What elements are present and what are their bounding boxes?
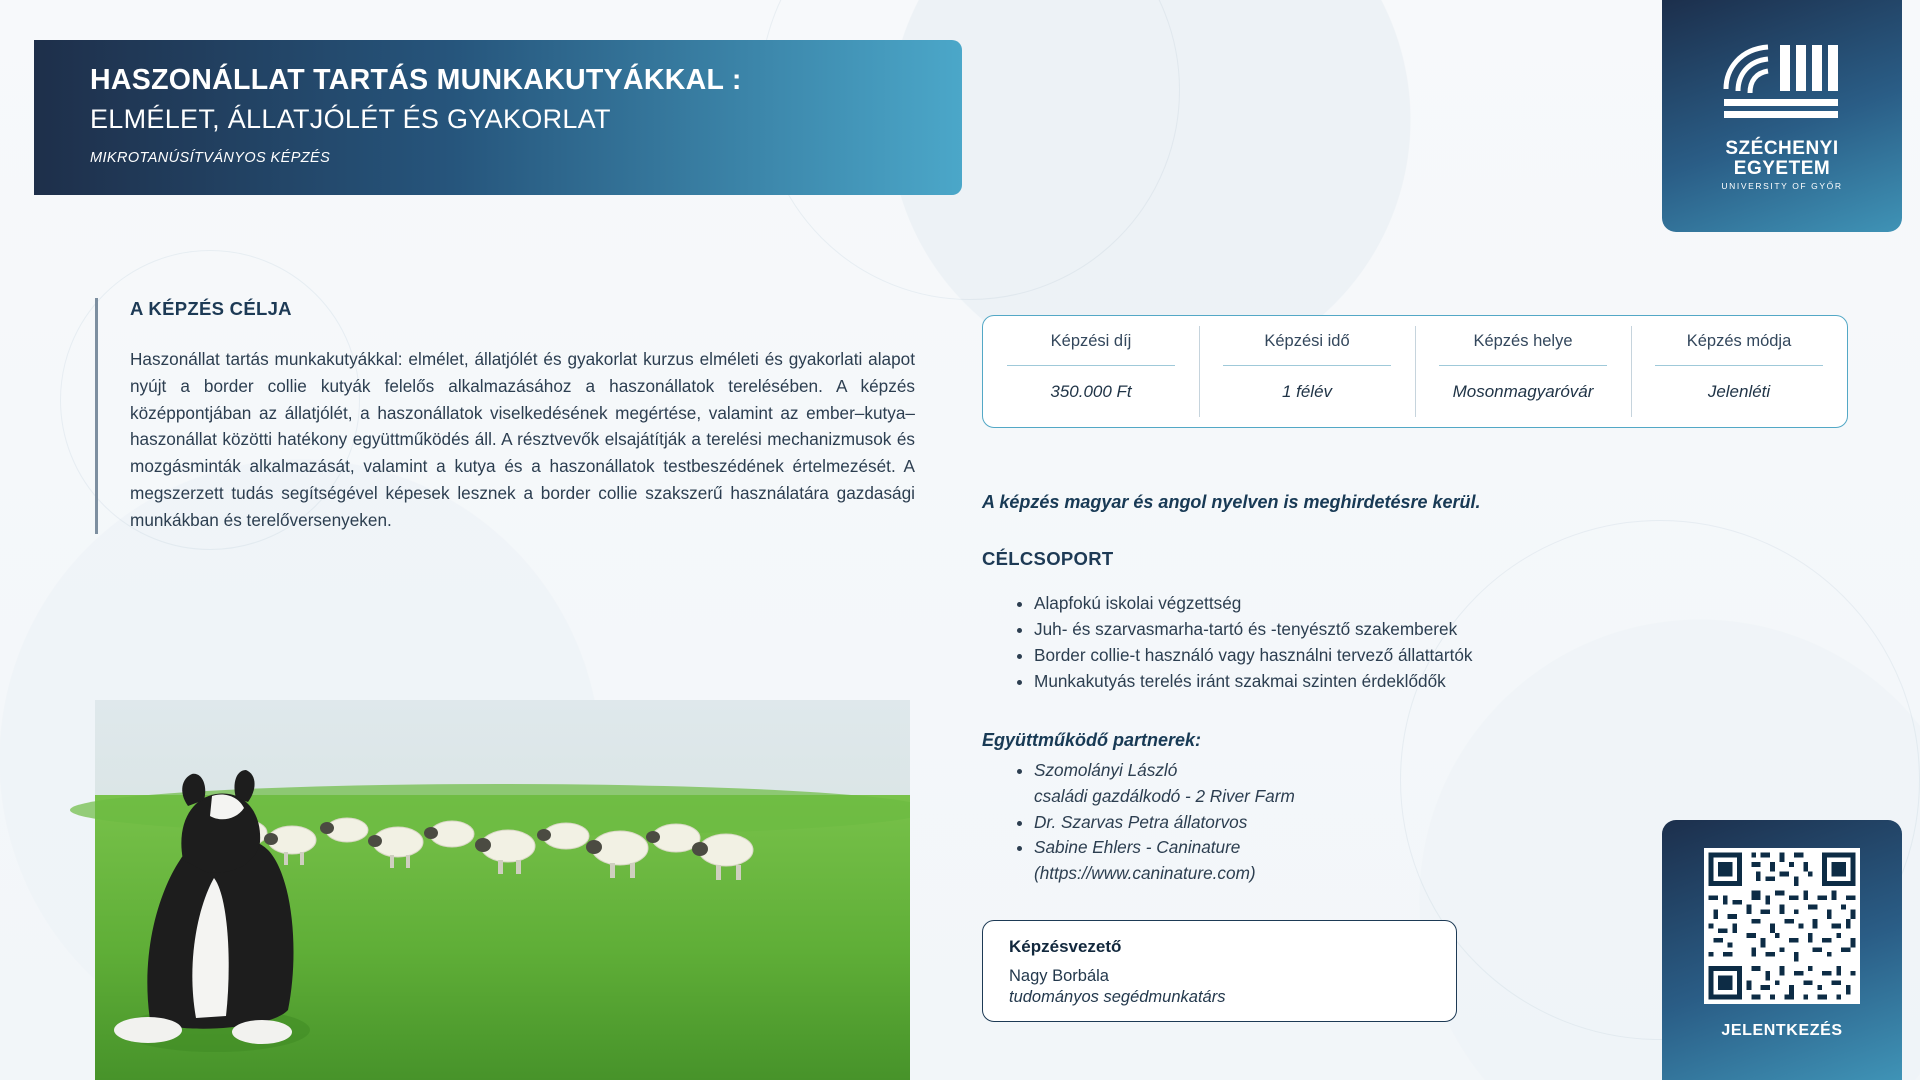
- info-value-duration: 1 félév: [1281, 382, 1333, 401]
- course-leader-name: Nagy Borbála: [1009, 967, 1109, 985]
- divider: [1439, 365, 1607, 366]
- divider: [1007, 365, 1175, 366]
- divider: [1223, 365, 1391, 366]
- info-value-mode: Jelenléti: [1707, 382, 1771, 401]
- course-info-table: [982, 315, 1848, 428]
- list-item: [1034, 758, 1832, 810]
- divider: [1655, 365, 1823, 366]
- logo-line-1: SZÉCHENYI: [1725, 138, 1839, 160]
- list-item: • Border collie-t használó vagy használni tervező állattartók: [1034, 642, 1832, 668]
- page-title: HASZONÁLLAT TARTÁS MUNKAKUTYÁKKAL :: [90, 64, 742, 96]
- partner-name: Dr. Szarvas Petra állatorvos: [1034, 811, 1248, 832]
- info-header-location: Képzés helye: [1473, 332, 1573, 350]
- course-goal-section: [95, 298, 915, 534]
- title-banner: [34, 40, 962, 195]
- university-logo: [1662, 0, 1902, 232]
- partners-heading: Együttműködő partnerek:: [982, 730, 1202, 750]
- sheepdog-pasture-image: [0, 700, 910, 1080]
- target-group-list: [1012, 590, 1832, 695]
- apply-label[interactable]: JELENTKEZÉS: [1721, 1022, 1843, 1039]
- partner-name: Szomolányi László: [1034, 760, 1178, 780]
- qr-code-icon[interactable]: [1704, 848, 1860, 1004]
- info-value-fee: 350.000 Ft: [1050, 382, 1132, 401]
- info-cell-fee: [983, 316, 1199, 427]
- course-goal-heading: A KÉPZÉS CÉLJA: [130, 298, 292, 319]
- info-value-location: Mosonmagyaróvár: [1452, 382, 1594, 401]
- logo-wordmark: [1721, 139, 1842, 191]
- list-item: • Juh- és szarvasmarha-tartó és -tenyésztő szakemberek: [1034, 616, 1832, 642]
- course-leader-role: tudományos segédmunkatárs: [1009, 988, 1226, 1006]
- info-header-fee: Képzési díj: [1050, 332, 1132, 350]
- program-type-label: MIKROTANÚSÍTVÁNYOS KÉPZÉS: [90, 149, 331, 166]
- course-photo: [0, 700, 910, 1080]
- course-leader-card: [982, 920, 1457, 1022]
- partner-detail: családi gazdálkodó - 2 River Farm: [1034, 785, 1295, 806]
- target-group-heading: CÉLCSOPORT: [982, 548, 1114, 569]
- info-cell-mode: [1631, 316, 1847, 427]
- apply-block[interactable]: [1662, 820, 1902, 1080]
- partner-name: Sabine Ehlers - Caninature: [1034, 837, 1241, 858]
- info-header-mode: Képzés módja: [1686, 332, 1792, 350]
- list-item: • Alapfokú iskolai végzettség: [1034, 590, 1832, 616]
- language-note: A képzés magyar és angol nyelven is meghirdetésre kerül.: [982, 492, 1481, 512]
- course-goal-text: Haszonállat tartás munkakutyákkal: elmélet, állatjólét és gyakorlat kurzus elméleti és gyakorlati alapot nyújt a border collie kutyák felelős alkalmazásához a haszonállatok terelésében. A képzés középpontjában az állatjólét, a haszonállatok viselkedésének megértése, valamint az ember–kutya–haszonállat közötti hatékony együttműködés áll. A résztvevők elsajátítják a terelési mechanizmusok és mozgásminták alkalmazását, valamint a kutya és a haszonállatok testbeszédének értelmezését. A megszerzett tudás segítségével képesek lesznek a border collie szakszerű használatára gazdasági munkákban és terelőversenyeken.: [130, 349, 915, 530]
- logo-mark-icon: [1718, 41, 1846, 127]
- info-cell-duration: [1199, 316, 1415, 427]
- logo-line-2: EGYETEM: [1733, 158, 1831, 180]
- info-header-duration: Képzési idő: [1264, 332, 1350, 350]
- course-leader-heading: Képzésvezető: [1009, 937, 1122, 956]
- list-item: • Munkakutyás terelés iránt szakmai szinten érdeklődők: [1034, 668, 1832, 694]
- info-cell-location: [1415, 316, 1631, 427]
- page-subtitle: ELMÉLET, ÁLLATJÓLÉT ÉS GYAKORLAT: [90, 103, 611, 134]
- logo-line-3: UNIVERSITY OF GYŐR: [1721, 180, 1843, 191]
- partner-url[interactable]: (https://www.caninature.com): [1034, 863, 1256, 884]
